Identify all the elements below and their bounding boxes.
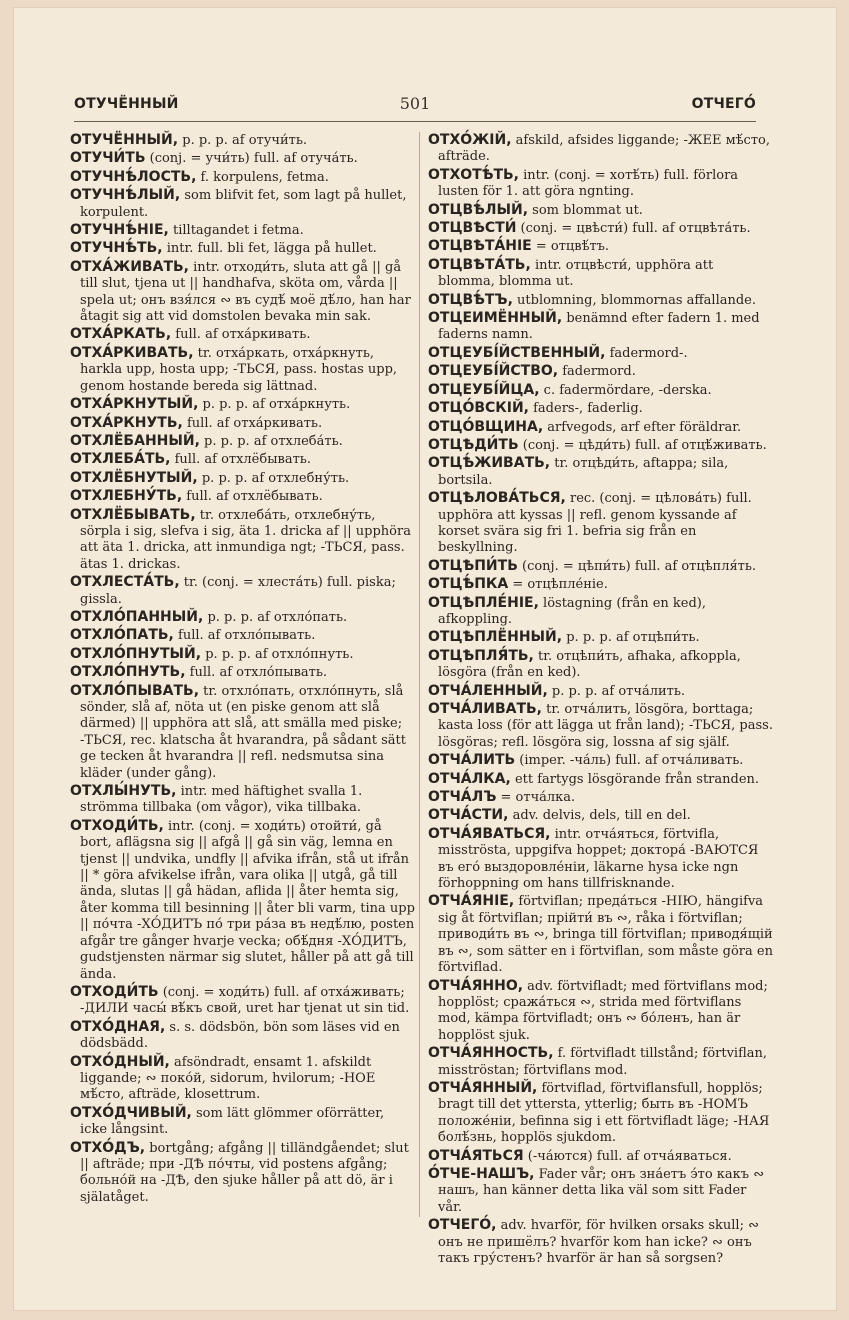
dictionary-entry — [428, 771, 773, 788]
entry-headword: ОТХО́ДЧИВЫЙ, — [70, 1104, 192, 1121]
dictionary-entry — [70, 984, 415, 1018]
dictionary-entry — [428, 978, 773, 1045]
dictionary-entry — [428, 238, 773, 255]
entry-headword: ОТЦЕИМЁННЫЙ, — [428, 310, 563, 327]
entry-headword: ОТЧА́ЯНІЕ, — [428, 893, 515, 910]
entry-definition: benämnd efter fadern 1. med faderns namn. — [438, 311, 760, 343]
entry-headword: ОТЦВѢ́ТЪ, — [428, 291, 513, 308]
header-rule — [74, 121, 756, 122]
entry-definition: s. s. dödsbön, bön som läses vid en dödsbädd. — [80, 1019, 400, 1052]
entry-definition: full. af отха́ркивать. — [171, 327, 311, 343]
entry-headword: ОТХЛЕБНУ́ТЬ, — [70, 488, 183, 505]
entry-headword: ОТЧА́ЛЪ — [428, 789, 497, 806]
dictionary-entry — [70, 451, 415, 468]
entry-headword: ОТХЛО́ПЫВАТЬ, — [70, 682, 200, 699]
entry-definition: fadermord-. — [605, 345, 688, 361]
page-header — [74, 88, 756, 118]
entry-headword: ОТЧЕГО́, — [428, 1217, 497, 1234]
dictionary-entry — [70, 1019, 415, 1053]
entry-definition: afskild, afsides liggande; -ЖЕЕ мѣ́сто, afträde. — [438, 133, 770, 165]
entry-definition: (conj. = ходи́ть) full. af отха́живать; -ДИЛИ часы́ вѣ́къ свой, uret har tjenat ut sin tid. — [80, 984, 410, 1017]
entry-headword: ОТЦѢПИ́ТЬ — [428, 557, 518, 574]
entry-definition: intr. отцвѣсти́, upphöra att blomma, blomma ut. — [438, 257, 714, 290]
dictionary-entry — [428, 220, 773, 237]
dictionary-entry — [428, 683, 773, 700]
entry-definition: rec. (conj. = цѣлова́ть) full. upphöra att kyssas || refl. genom kyssande af korset svära sig fri 1. befria sig från en beskyllning. — [438, 491, 752, 556]
dictionary-entry — [428, 1148, 773, 1165]
entry-definition: c. fadermördare, -derska. — [539, 382, 712, 398]
entry-definition: afsöndradt, ensamt 1. afskildt liggande; ∾ поко́й, sidorum, hvilorum; -НОЕ мѣ́сто, afträde, klosettrum. — [80, 1054, 376, 1103]
entry-definition: (imper. -ча́ль) full. af отча́ливать. — [515, 753, 744, 769]
entry-definition: förtviflad, förtviflansfull, hopplös; bragt till det yttersta, ytterlig; быть въ -НОМЪ положе́ніи, befinna sig i ett förtvifladt läge; -НАЯ болѣ́знь, hopplös sjukdom. — [438, 1080, 770, 1146]
dictionary-entry — [428, 419, 773, 436]
entry-headword: ОТЧА́ЛЕННЫЙ, — [428, 682, 548, 699]
entry-headword: ОТХЛЁБАННЫЙ, — [70, 432, 200, 449]
dictionary-entry — [428, 1080, 773, 1147]
entry-definition: tr. отцѣпи́ть, afhaka, afkoppla, lösgöra (från en ked). — [438, 648, 741, 681]
dictionary-entry — [70, 818, 415, 983]
dictionary-entry — [428, 576, 773, 593]
left-column — [70, 132, 415, 1207]
dictionary-entry — [428, 455, 773, 489]
entry-headword: ОТЦО́ВСКІЙ, — [428, 400, 529, 417]
dictionary-entry — [428, 752, 773, 769]
dictionary-entry — [70, 609, 415, 626]
entry-headword: ОТУЧНѢ́НІЕ, — [70, 222, 169, 239]
dictionary-entry — [70, 396, 415, 413]
dictionary-entry — [428, 437, 773, 454]
dictionary-page — [14, 8, 836, 1310]
entry-definition: intr. отходи́ть, sluta att gå || gå till slut, tjena ut || handhafva, sköta om, vårda || spela ut; онъ взя́лся ∾ въ судѣ́ моё дѣ́ло, han har åtagit sig att vid domstolen bevaka min sak. — [80, 259, 411, 325]
entry-headword: ОТХОДИ́ТЬ — [70, 983, 159, 1000]
entry-definition: intr. full. bli fet, lägga på hullet. — [162, 241, 377, 257]
entry-headword: ОТЦВѢТА́НІЕ — [428, 238, 532, 255]
entry-headword: ОТХО́ДНАЯ, — [70, 1018, 166, 1035]
entry-definition: som blifvit fet, som lagt på hullet, korpulent. — [80, 188, 407, 220]
entry-definition: p. p. p. af отцѣпи́ть. — [562, 630, 700, 646]
entry-definition: (conj. = учи́ть) full. af отуча́ть. — [145, 151, 358, 167]
entry-headword: ОТЦЕУБІ́ЙЦА, — [428, 381, 540, 398]
entry-headword: ОТЧА́ЯННЫЙ, — [428, 1079, 538, 1096]
entry-definition: förtviflan; преда́ться -НІЮ, hängifva sig åt förtviflan; прійти́ въ ∾, råka i förtviflan; приводи́ть въ ∾, bringa till förtviflan; приводя́щій въ ∾, som sätter en i förtviflan, som måste göra en förtviflad. — [438, 894, 773, 976]
dictionary-entry — [70, 627, 415, 644]
entry-headword: ОТЧА́ЯННОСТЬ, — [428, 1045, 554, 1062]
dictionary-entry — [70, 259, 415, 326]
entry-definition: full. af отха́ркивать. — [182, 415, 323, 431]
entry-headword: ОТЦѢПЛЁННЫЙ, — [428, 629, 563, 646]
dictionary-entry — [428, 701, 773, 751]
dictionary-entry — [70, 326, 415, 343]
entry-headword: ОТУЧНѢ́ЛЫЙ, — [70, 187, 181, 204]
entry-headword: ОТХЛЫ́НУТЬ, — [70, 783, 177, 800]
entry-definition: p. p. p. af отча́лить. — [547, 683, 686, 699]
entry-definition: utblomning, blommornas affallande. — [512, 292, 757, 308]
entry-definition: adv. hvarför, för hvilken orsaks skull; ∾ онъ не пришёлъ? hvarför kom han icke? ∾ онъ такъ гру́стенъ? hvarför är han så sorgsen? — [438, 1218, 759, 1266]
entry-definition: p. p. p. af отучи́ть. — [178, 133, 308, 148]
entry-headword: ОТЦѢПЛЯ́ТЬ, — [428, 647, 534, 664]
dictionary-entry — [428, 345, 773, 362]
dictionary-entry — [428, 826, 773, 893]
entry-definition: p. p. p. af отхлебну́ть. — [197, 470, 350, 486]
entry-definition: tr. (conj. = хлеста́ть) full. piska; gissla. — [80, 575, 396, 607]
dictionary-entry — [70, 488, 415, 505]
entry-definition: adv. delvis, dels, till en del. — [508, 808, 691, 824]
entry-headword: ОТХЛО́ПАТЬ, — [70, 627, 174, 644]
entry-headword: ОТЧА́СТИ, — [428, 807, 509, 824]
entry-definition: adv. förtvifladt; med förtviflans mod; hopplöst; сража́ться ∾, strida med förtviflans mod, kämpa förtvifladt; онъ ∾ бо́ленъ, han är hopplöst sjuk. — [438, 978, 768, 1043]
dictionary-entry — [70, 1140, 415, 1207]
entry-definition: arfvegods, arf efter föräldrar. — [543, 419, 742, 435]
entry-definition: (-ча́ются) full. af отча́яваться. — [523, 1148, 732, 1164]
dictionary-entry — [428, 382, 773, 399]
dictionary-entry — [70, 783, 415, 817]
entry-headword: ОТЦЕУБІ́ЙСТВО, — [428, 363, 559, 380]
entry-definition: bortgång; afgång || tilländgåendet; slut || afträde; при -ДѢ по́чты, vid postens afgång; больно́й на -ДѢ, den sjuke håller på att dö, är i själatåget. — [80, 1140, 409, 1205]
dictionary-entry — [428, 1217, 773, 1267]
running-head-right: ОТЧЕГО́ — [691, 96, 756, 112]
entry-headword: ОТУЧНѢ́ТЬ, — [70, 240, 163, 257]
entry-headword: ОТЧА́ЯВАТЬСЯ, — [428, 825, 551, 842]
dictionary-entry — [428, 167, 773, 201]
dictionary-entry — [428, 202, 773, 219]
entry-headword: ОТЦѢ́ЖИВАТЬ, — [428, 455, 551, 472]
dictionary-entry — [428, 893, 773, 976]
entry-headword: ОТЧА́ЯТЬСЯ — [428, 1147, 524, 1164]
entry-definition: tr. отха́ркать, отха́ркнуть, harkla upp, hosta upp; -ТЬСЯ, pass. hostas upp, genom hostande bereda sig lättnad. — [80, 345, 398, 394]
dictionary-entry — [428, 132, 773, 166]
entry-definition: full. af отхло́пывать. — [173, 628, 316, 644]
entry-headword: О́ТЧЕ-НАШЪ, — [428, 1165, 535, 1182]
entry-definition: p. p. p. af отхло́пать. — [203, 609, 348, 625]
entry-definition: intr. (conj. = хотѣ́ть) full. förlora lusten för 1. att göra ngnting. — [438, 167, 739, 200]
dictionary-entry — [428, 1166, 773, 1216]
entry-definition: ett fartygs lösgörande från stranden. — [510, 771, 760, 787]
dictionary-entry — [70, 415, 415, 432]
entry-definition: (conj. = цѣпи́ть) full. af отцѣпля́ть. — [517, 558, 757, 574]
entry-definition: (conj. = цѣди́ть) full. af отцѣ́живать. — [518, 437, 767, 453]
dictionary-entry — [428, 558, 773, 575]
dictionary-entry — [70, 470, 415, 487]
dictionary-entry — [428, 257, 773, 291]
entry-headword: ОТХО́ЖІЙ, — [428, 132, 512, 148]
entry-headword: ОТЦВѢ́ЛЫЙ, — [428, 201, 529, 218]
running-head-left: ОТУЧЁННЫЙ — [74, 96, 179, 112]
entry-headword: ОТЦѢПЛЕ́НІЕ, — [428, 594, 539, 611]
entry-headword: ОТХА́РКИВАТЬ, — [70, 344, 194, 361]
entry-definition: p. p. p. af отха́ркнуть. — [198, 397, 351, 413]
dictionary-entry — [428, 648, 773, 682]
entry-definition: tr. отча́лить, lösgöra, borttaga; kasta loss (för att lägga ut från land); -ТЬСЯ, pass. lösgöras; refl. lösgöra sig, lossna af sig själf. — [438, 702, 773, 750]
entry-definition: faders-, faderlig. — [528, 401, 643, 417]
entry-headword: ОТХО́ДНЫЙ, — [70, 1053, 170, 1070]
entry-definition: Fader vår; онъ зна́етъ э́то какъ ∾ нашъ, han känner detta lika väl som sitt Fader vår. — [438, 1166, 765, 1215]
entry-definition: tilltagandet i fetma. — [168, 223, 304, 239]
entry-headword: ОТХА́ЖИВАТЬ, — [70, 258, 189, 275]
entry-headword: ОТЦЕУБІ́ЙСТВЕННЫЙ, — [428, 344, 606, 361]
entry-headword: ОТХЛО́ПАННЫЙ, — [70, 608, 204, 625]
entry-headword: ОТЧА́ЛКА, — [428, 770, 511, 787]
entry-definition: f. korpulens, fetma. — [196, 169, 329, 185]
entry-headword: ОТУЧНѢ́ЛОСТЬ, — [70, 168, 197, 185]
right-column — [419, 132, 773, 1266]
dictionary-entry — [70, 507, 415, 574]
entry-headword: ОТХА́РКАТЬ, — [70, 326, 172, 343]
entry-definition: (conj. = цвѣсти́) full. af отцвѣта́ть. — [516, 221, 751, 237]
entry-definition: löstagning (från en ked), afkoppling. — [438, 595, 707, 627]
entry-headword: ОТХЛЕСТА́ТЬ, — [70, 574, 180, 591]
entry-definition: fadermord. — [558, 364, 636, 380]
entry-definition: p. p. p. af отхлеба́ть. — [199, 433, 343, 449]
entry-definition: = отча́лка. — [496, 790, 576, 806]
entry-headword: ОТЦВѢТА́ТЬ, — [428, 256, 531, 273]
entry-headword: ОТУЧЁННЫЙ, — [70, 132, 179, 148]
entry-definition: full. af отхлёбывать. — [182, 489, 323, 505]
dictionary-entry — [70, 150, 415, 167]
entry-definition: tr. отцѣди́ть, aftappa; sila, bortsila. — [438, 456, 729, 488]
entry-headword: ОТЦѢЛОВА́ТЬСЯ, — [428, 490, 566, 507]
dictionary-entry — [70, 345, 415, 395]
entry-headword: ОТЦО́ВЩИНА, — [428, 418, 544, 435]
entry-headword: ОТЦѢДИ́ТЬ — [428, 436, 519, 453]
page-number: 501 — [399, 94, 431, 113]
dictionary-entry — [70, 132, 415, 149]
entry-definition: som blommat ut. — [528, 202, 643, 218]
entry-definition: p. p. p. af отхло́пнуть. — [201, 646, 354, 662]
dictionary-entry — [428, 1045, 773, 1079]
dictionary-entry — [70, 1054, 415, 1104]
dictionary-entry — [70, 574, 415, 608]
dictionary-entry — [428, 400, 773, 417]
entry-definition: full. af отхло́пывать. — [185, 665, 328, 681]
entry-definition: = отцвѣ́тъ. — [531, 239, 610, 255]
entry-headword: ОТХОТѢ́ТЬ, — [428, 166, 519, 183]
dictionary-entry — [70, 240, 415, 257]
dictionary-entry — [70, 646, 415, 663]
entry-headword: ОТХА́РКНУТЫЙ, — [70, 396, 199, 413]
dictionary-entry — [70, 1105, 415, 1139]
entry-definition: intr. отча́яться, förtvifla, misströsta, uppgifva hoppet; доктора́ -ВАЮТСЯ въ его́ выздоровле́ніи, läkarne hysa icke ngn förhoppning om hans tillfrisknande. — [438, 826, 759, 892]
dictionary-entry — [428, 789, 773, 806]
entry-headword: ОТЧА́ЯННО, — [428, 977, 524, 994]
entry-definition: intr. (conj. = ходи́ть) отойти́, gå bort, aflägsna sig || afgå || gå sin väg, lemna en tjenst || undvika, undfly || afvika ifrån, stå ut ifrån || * göra afvikelse ifrån, vara olika || utgå, gå till ända, slutas || gå hädan, aflida || åter hemta sig, åter komma till besinning || åter bli varm, tina upp || по́чта -ХО́ДИТЪ по́ три ра́за въ недѣ́лю, posten afgår tre gånger hvarje vecka; обѣ́дня -ХО́ДИТЪ, gudstjensten närmar sig slutet, håller på att gå till ända. — [80, 818, 415, 982]
entry-headword: ОТХЛЁБЫВАТЬ, — [70, 506, 196, 523]
entry-headword: ОТЦѢ́ПКА — [428, 576, 509, 593]
entry-definition: tr. отхлеба́ть, отхлебну́ть, sörpla i sig, slefva i sig, äta 1. dricka af || upphöra att äta 1. dricka, att inmundiga ngt; -ТЬСЯ, pass. ätas 1. drickas. — [80, 507, 411, 572]
dictionary-entry — [428, 807, 773, 824]
dictionary-entry — [428, 595, 773, 629]
dictionary-entry — [428, 310, 773, 344]
dictionary-entry — [70, 683, 415, 782]
dictionary-entry — [428, 629, 773, 646]
entry-headword: ОТХО́ДЪ, — [70, 1139, 146, 1156]
entry-definition: tr. отхло́пать, отхло́пнуть, slå sönder, slå af, nöta ut (en piske genom att slå därmed) || upphöra att slå, att smälla med piske; -ТЬСЯ, rec. klatscha åt hvarandra, på sådant sätt ge tecken åt hvarandra || refl. nedsmutsa sina kläder (under gång). — [80, 683, 406, 781]
dictionary-entry — [70, 664, 415, 681]
dictionary-entry — [70, 187, 415, 221]
entry-headword: ОТУЧИ́ТЬ — [70, 150, 146, 167]
entry-headword: ОТЦВѢСТИ́ — [428, 220, 517, 237]
entry-headword: ОТХА́РКНУТЬ, — [70, 414, 183, 431]
dictionary-entry — [70, 222, 415, 239]
entry-definition: intr. med häftighet svalla 1. strömma tillbaka (om vågor), vika tillbaka. — [80, 784, 363, 816]
dictionary-entry — [428, 490, 773, 557]
dictionary-entry — [428, 363, 773, 380]
dictionary-entry — [70, 169, 415, 186]
entry-definition: som lätt glömmer oförrätter, icke långsint. — [80, 1105, 385, 1138]
entry-definition: = отцѣпле́ніе. — [508, 577, 608, 593]
entry-headword: ОТХОДИ́ТЬ, — [70, 817, 164, 834]
dictionary-entry — [70, 433, 415, 450]
entry-headword: ОТХЛЕБА́ТЬ, — [70, 451, 171, 468]
entry-definition: full. af отхлёбывать. — [170, 452, 312, 468]
entry-headword: ОТЧА́ЛИТЬ — [428, 752, 516, 769]
entry-headword: ОТХЛЁБНУТЫЙ, — [70, 469, 198, 486]
dictionary-entry — [428, 292, 773, 309]
entry-headword: ОТХЛО́ПНУТЫЙ, — [70, 645, 202, 662]
entry-definition: f. förtvifladt tillstånd; förtviflan, misströstan; förtviflans mod. — [438, 1046, 768, 1078]
entry-headword: ОТЧА́ЛИВАТЬ, — [428, 701, 542, 717]
entry-headword: ОТХЛО́ПНУТЬ, — [70, 664, 186, 681]
